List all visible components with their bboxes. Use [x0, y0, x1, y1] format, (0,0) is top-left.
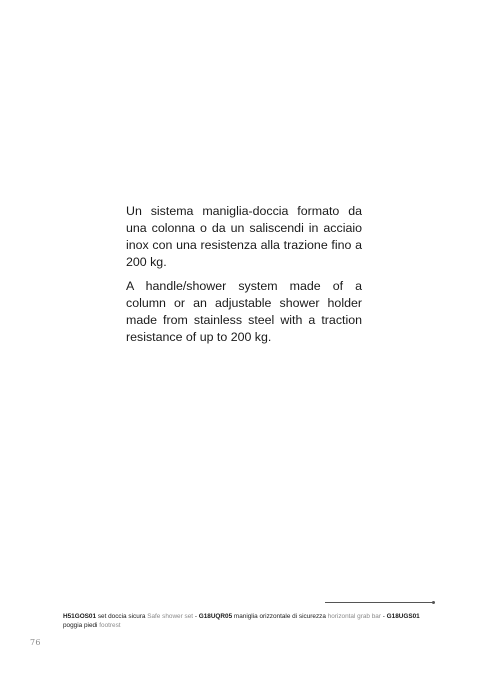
product-name-italian: poggia piedi	[63, 622, 98, 629]
product-name-italian: maniglia orizzontale di sicurezza	[233, 613, 326, 620]
product-code: G18UGS01	[386, 613, 420, 620]
description-block	[126, 203, 362, 346]
description-english: A handle/shower system made of a column or an adjustable shower holder made from stainless steel with a traction resistance of up to 200 kg.	[126, 279, 362, 344]
product-code: G18UQR05	[198, 613, 233, 620]
product-name-english: horizontal grab bar	[327, 613, 381, 620]
product-code: H51GOS01	[63, 613, 97, 620]
product-name-english: footrest	[99, 622, 121, 629]
caption-divider	[325, 602, 433, 603]
caption-separator: -	[380, 613, 387, 620]
product-name-italian: set doccia sicura	[97, 613, 146, 620]
description-italian: Un sistema maniglia-doccia formato da una colonna o da un saliscendi in acciaio inox con una resistenza alla trazione fino a 200 kg.	[126, 204, 362, 269]
caption-separator: -	[193, 613, 199, 620]
product-name-english: Safe shower set	[147, 613, 194, 620]
product-caption	[63, 612, 438, 630]
page-number: 76	[30, 638, 41, 647]
